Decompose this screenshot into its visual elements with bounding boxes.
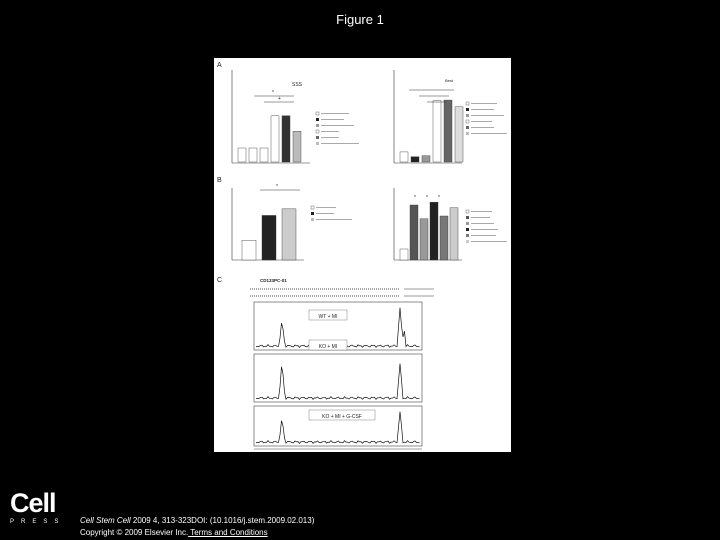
panel-a-right-legend xyxy=(466,102,507,135)
b-left-bars-bar-0 xyxy=(242,240,256,260)
trace-line-ko xyxy=(256,364,420,400)
a-right-bars-bar-5 xyxy=(455,107,463,162)
b-left-bars-bar-1 xyxy=(262,215,276,260)
logo-word: Cell xyxy=(10,488,56,518)
a-left-bars-bar-4 xyxy=(282,116,290,162)
citation xyxy=(80,515,314,539)
trace-label-ko-gcsf: KO + MI + G-CSF xyxy=(322,414,362,420)
panel-c-traces xyxy=(254,302,422,449)
a-left-bars-bar-2 xyxy=(260,148,268,162)
citation-line-2 xyxy=(80,527,314,539)
cell-press-logo xyxy=(10,490,70,525)
b-right-bars-bar-4 xyxy=(440,216,448,260)
a-right-bars-bar-0 xyxy=(400,152,408,162)
citation-details: 2009 4, 313-323DOI: (10.1016/j.stem.2009.02.013) xyxy=(130,516,315,525)
trace-box-ko-gcsf xyxy=(254,406,422,446)
b-right-bars-bar-3 xyxy=(430,202,438,260)
panel-label-c: C xyxy=(217,277,223,284)
a-right-bars-bar-3 xyxy=(433,101,441,162)
a-left-bars-bar-0 xyxy=(238,148,246,162)
panel-c-header xyxy=(250,278,434,296)
figure-image xyxy=(214,58,511,452)
panel-b-right-chart xyxy=(394,188,507,260)
b-right-bars-bar-2 xyxy=(420,219,428,260)
b-left-bars-bar-2 xyxy=(282,209,296,260)
panel-a-right-chart xyxy=(394,70,507,163)
a-right-bars-bar-2 xyxy=(422,156,430,162)
a-right-bars-bar-1 xyxy=(411,157,419,162)
citation-line-1 xyxy=(80,515,314,527)
panel-b-right-sig-3: * xyxy=(438,195,440,201)
trace-box-ko xyxy=(254,340,422,402)
panel-a-left-sig-2: + xyxy=(278,96,281,102)
a-left-bars-bar-1 xyxy=(249,148,257,162)
panel-label-a: A xyxy=(217,62,222,69)
b-right-bars-bar-5 xyxy=(450,208,458,260)
panel-label-b: B xyxy=(217,177,222,184)
panel-a-left-sig-1: * xyxy=(272,90,274,96)
panel-b-right-legend xyxy=(466,210,507,243)
trace-label-ko: KO + MI xyxy=(318,344,338,350)
copyright-text: Copyright © 2009 Elsevier Inc. xyxy=(80,528,189,537)
b-right-bars-bar-1 xyxy=(410,205,418,260)
a-left-bars-bar-3 xyxy=(271,116,279,162)
panel-b-right-sig-2: * xyxy=(426,195,428,201)
panel-a-right-label: Best xyxy=(445,78,454,83)
a-right-bars-bar-4 xyxy=(444,100,452,162)
panel-c-title: CD133PC-01 xyxy=(260,278,287,283)
b-right-bars-bar-0 xyxy=(400,249,408,260)
figure-title: Figure 1 xyxy=(336,12,384,27)
citation-journal: Cell Stem Cell xyxy=(80,516,131,525)
a-left-bars-bar-5 xyxy=(293,131,301,162)
panel-a-top-label: SSS xyxy=(292,82,303,88)
figure-svg xyxy=(214,58,511,452)
panel-b-left-chart xyxy=(232,184,352,260)
terms-link[interactable]: Terms and Conditions xyxy=(188,528,268,537)
logo-press: PRESS xyxy=(10,519,66,525)
panel-b-left-legend xyxy=(311,206,352,221)
panel-b-right-sig-1: * xyxy=(414,195,416,201)
panel-b-left-sig: * xyxy=(276,184,278,190)
panel-a-left-legend xyxy=(316,112,359,145)
panel-a-left-chart xyxy=(232,70,359,163)
trace-label-wt: WT + MI xyxy=(318,314,338,320)
